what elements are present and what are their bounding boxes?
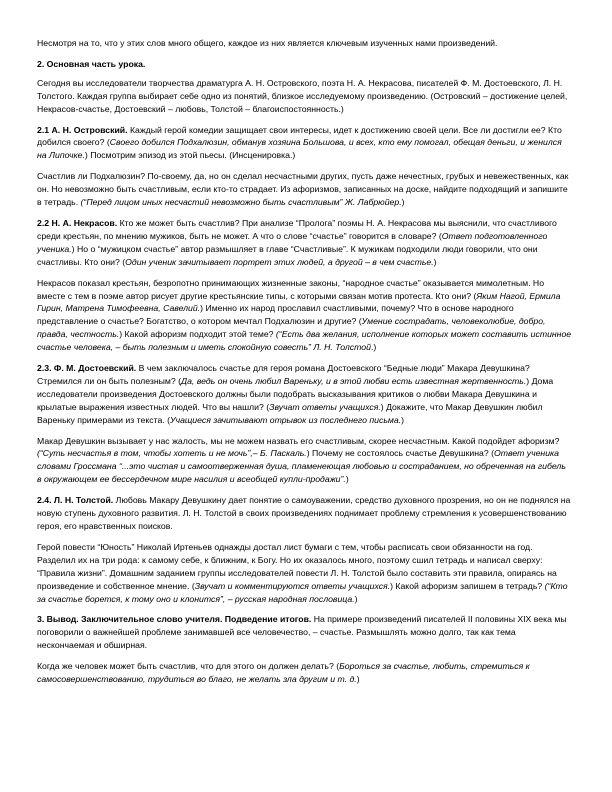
paragraph-nekrasov: 2.2 Н. А. Некрасов. Кто же может быть счастлив? При анализе “Пролога” поэмы Н. А. Некрасова мы выяснили, что счастливого среди крестьян, по мнению мужиков, быть не может. А что о слове “счастье” говорится в словаре? (Ответ подготовленного ученика.) Но о “мужицком счастье” автор размышляет в главе “Счастливые”. К мужикам подходили люди говорили, что они счастливы. Кто они? (Один ученик зачитывает портрет этих людей, а другой – в чем счастье.): [37, 217, 557, 267]
heading-tolstoy: 2.4. Л. Н. Толстой.: [37, 495, 114, 506]
heading-ostrovsky: 2.1 А. Н. Островский.: [37, 124, 128, 135]
paragraph-youth: Герой повести “Юность” Николай Иртеньев однажды достал лист бумаги с тем, чтобы расписать свои обязанности на год. Разделил их на три рода: к самому себе, к ближним, к Богу. Но их оказалось много, поэтому сшил тетрадь и написал сверху: “Правила жизни”. Домашним заданием группы исследователей повести Л. Н. Толстой было составить эти правила, опираясь на произведение и собственное мнение. (Звучат и комментируются ответы учащихся.) Какой афоризм запишем в тетрадь? (“Кто за счастье борется, к тому оно и клонится”, – русская народная пословица.): [37, 541, 568, 604]
paragraph-conclusion: 3. Вывод. Заключительное слово учителя. Подведение итогов. На примере произведений писателей II половины XIX века мы поговорили о важнейшей проблеме занимавшей все человечество, – счастье. Размышлять можно долго, так как тема нескончаемая и обширная.: [37, 614, 567, 651]
paragraph-intro: Сегодня вы исследователи творчества драматурга А. Н. Островского, поэта Н. А. Некрасова, писателей Ф. М. Достоевского, Л. Н. Толстого. Каждая группа выбирает себе одно из понятий, близкое исследуемому произведению. (Островский – достижение целей, Некрасов-счастье, Достоевский – любовь, Толстой – благоиспостоянность.): [37, 77, 568, 114]
paragraph-final-question: Когда же человек может быть счастлив, что для этого он должен делать? (Бороться за счастье, любить, стремиться к самосовершенствованию, трудиться во благо, не желать зла другим и т. д.): [37, 661, 530, 685]
paragraph-nekrasov-peasants: Некрасов показал крестьян, безропотно принимающих жизненные законы, “народное счастье” оказывается мимолетным. Но вместе с тем в поэме автор рисует другие крестьянские типы, с которыми связан мотив протеста. Кто они? (Яким Нагой, Ермила Гирин, Матрена Тимофеевна, Савелий.) Именно их народ прославил счастливыми, почему? Что в основе народного представление о счастье? Богатство, о котором мечтал Подхалюзин и другие? (Умение сострадать, человеколюбие, добро, правда, честность.) Какой афоризм подходит этой теме? (“Есть два желания, исполнение которых может составить истинное счастье человека, – быть полезным и иметь спокойную совесть” Л. Н. Толстой.): [37, 277, 572, 353]
paragraph-dostoevsky: 2.3. Ф. М. Достоевский. В чем заключалось счастье для героя романа Достоевского “Бедные люди” Макара Девушкина? Стремился ли он быть полезным? (Да, ведь он очень любил Вареньку, и в этой любви есть известная жертвенность.) Дома исследователи произведения Достоевского должны были подобрать высказывания критиков о любви Макара Девушкина и крылатые выражения известных людей. Что вы нашли? (Звучат ответы учащихся.) Докажите, что Макар Девушкин любил Вареньку примерами из текста. (Учащиеся зачитывают отрывок из последнего письма.): [37, 363, 554, 425]
paragraph-tolstoy: 2.4. Л. Н. Толстой. Любовь Макару Девушкину дает понятие о самоуважении, средство духовного прозрения, но он не поднялся на новую ступень духовного развития. Л. Н. Толстой в своих произведениях поднимает проблему стремления к усовершенствованию героя, его нравственных поисков.: [37, 495, 571, 531]
paragraph-devushkin: Макар Девушкин вызывает у нас жалость, мы не можем назвать его счастливым, скорее несчастным. Какой подойдет афоризм? (“Суть несчастья в том, чтобы хотеть и не мочь”,– Б. Паскаль.) Почему не состоялось счастье Девушкина? (Ответ ученика словами Гроссмана “...это чистая и самоотверженная душа, пламенеющая любовью и состраданием, но обреченная на гибель в окружающем ее бессердечном мире насилия и всеобщей купли-продажи”.): [37, 435, 566, 485]
section-heading-main-part: 2. Основная часть урока.: [37, 58, 146, 69]
heading-nekrasov: 2.2 Н. А. Некрасов.: [37, 217, 118, 228]
heading-conclusion: 3. Вывод. Заключительное слово учителя. Подведение итогов.: [37, 614, 312, 625]
intro-sentence: Несмотря на то, что у этих слов много общего, каждое из них является ключевым изученных нами произведений.: [37, 38, 498, 48]
paragraph-podkhalyuzin: Счастлив ли Подхалюзин? По-своему, да, но он сделал несчастными других, пусть даже нечестных, грубых и невежественных, как он. Но невозможно быть счастливым, если кто-то страдает. Из афоризмов, записанных на доске, найдите подходящий и запишите в тетрадь. (“Перед лицом иных несчастий невозможно быть счастливым” Ж. Лабрюйер.): [37, 171, 569, 208]
paragraph-ostrovsky: 2.1 А. Н. Островский. Каждый герой комедии защищает свои интересы, идет к достижению своей цели. Все ли достигли ее? Кто добился своего? (Своего добился Подхалюзин, обманув хозяина Большова, и всех, кто ему помогал, обещая деньги, и женился на Липочке.) Посмотрим эпизод из этой пьесы. (Инсценировка.): [37, 124, 562, 161]
heading-dostoevsky: 2.3. Ф. М. Достоевский.: [37, 363, 137, 374]
